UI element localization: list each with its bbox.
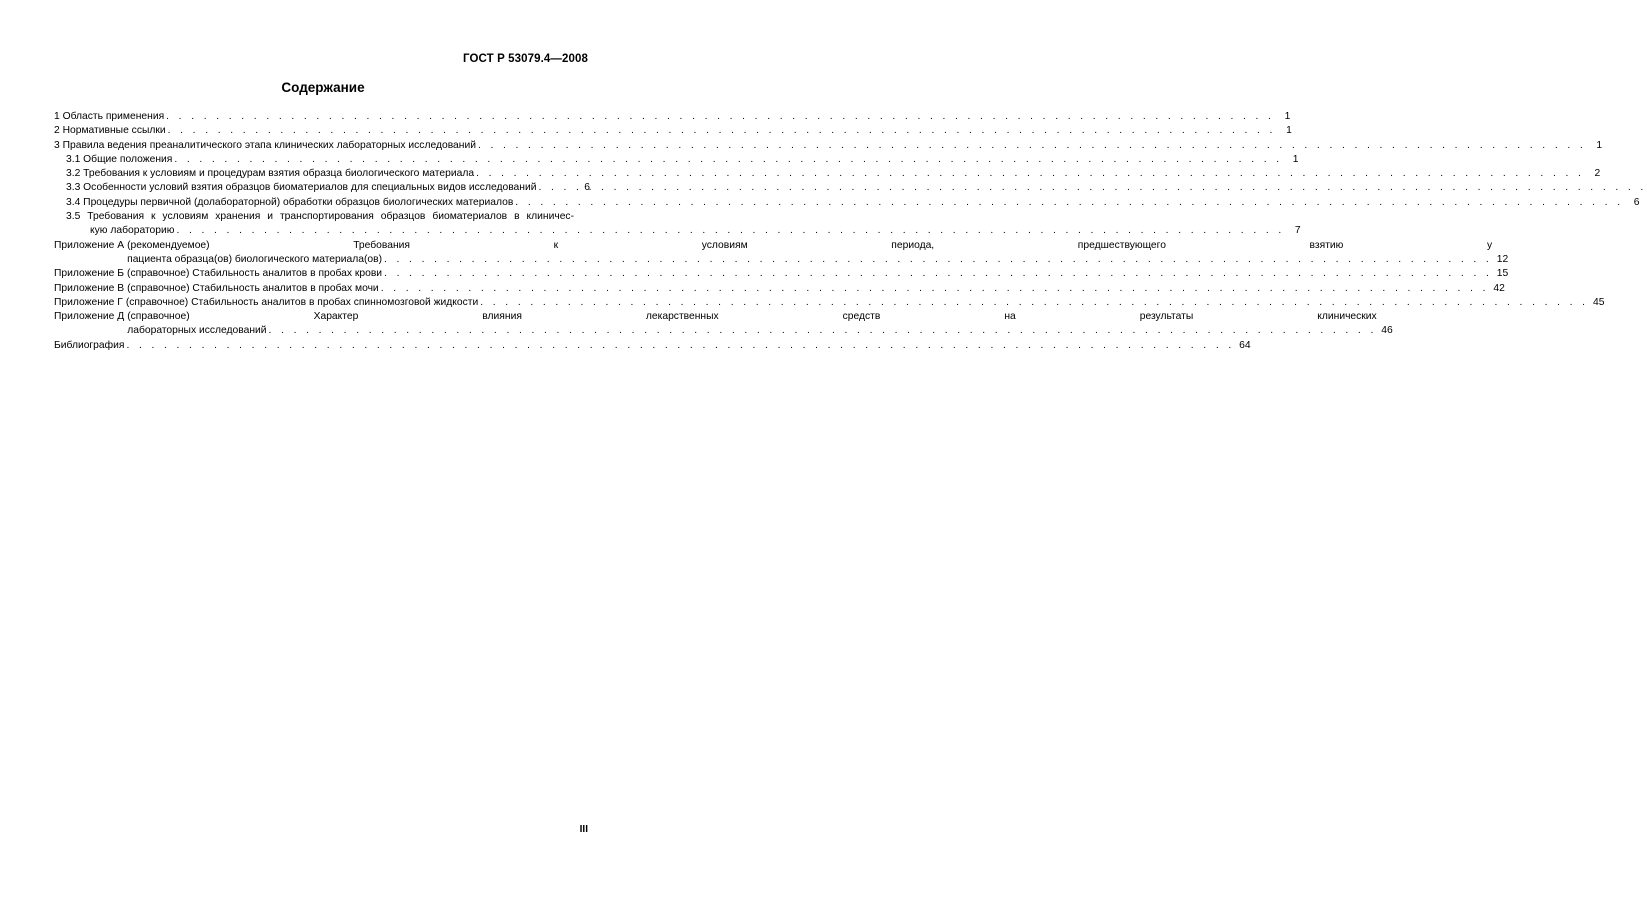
appendix-title: (справочное) Стабильность аналитов в пробах крови: [127, 268, 383, 280]
leader-dots: [384, 253, 1492, 267]
appendix-title-line2: лабораторных исследований: [127, 325, 267, 337]
appendix-a[interactable]: [54, 239, 1509, 268]
toc-entry-2[interactable]: [54, 124, 1292, 138]
leader-dots: [538, 181, 574, 195]
toc-entry-label: 3.2 Требования к условиям и процедурам взятия образца биологического материала: [66, 168, 475, 180]
toc-entry-label: 1 Область применения: [54, 111, 165, 122]
toc-entry-3-3[interactable]: [54, 181, 590, 195]
appendix-title-line2: пациента образца(ов) биологического материала(ов): [127, 253, 383, 265]
toc-entry-label: Библиография: [54, 339, 125, 351]
leader-dots: [476, 167, 1584, 181]
leader-dots: [515, 196, 1623, 210]
toc-entry-page: 6: [1633, 196, 1640, 208]
toc-entry-label: 3.4 Процедуры первичной (долабораторной) обработки образцов биологических материалов: [66, 196, 514, 208]
toc-entry-label-line2: кую лабораторию: [90, 225, 175, 237]
toc-entry-page: 64: [1239, 339, 1251, 351]
toc-entry-page: 7: [1294, 225, 1301, 237]
leader-dots: [269, 324, 1377, 338]
leader-dots: [381, 282, 1489, 296]
appendix-page: 46: [1381, 325, 1393, 337]
toc-title: Содержание: [281, 80, 365, 95]
toc-entry-page: 1: [1286, 125, 1292, 137]
leader-dots: [478, 139, 1586, 153]
appendix-page: 12: [1496, 253, 1509, 265]
toc-entry-3[interactable]: [54, 139, 1603, 153]
appendix-prefix: Приложение Б: [54, 268, 125, 280]
toc-entry-bibliography[interactable]: [54, 339, 1251, 353]
appendix-v[interactable]: [54, 282, 1505, 296]
appendix-b[interactable]: [54, 267, 1509, 281]
leader-dots: [126, 339, 1234, 353]
leader-dots: [174, 153, 1282, 167]
toc-entry-page: 1: [1292, 153, 1299, 165]
leader-dots: [480, 296, 1588, 310]
leader-dots: [384, 267, 1492, 281]
toc-entry-label: 2 Нормативные ссылки: [54, 125, 166, 137]
appendix-page: 45: [1592, 296, 1605, 308]
appendix-prefix: Приложение В: [54, 282, 125, 294]
toc-entry-page: 2: [1594, 168, 1601, 180]
leader-dots: [176, 224, 1284, 238]
toc-entry-page: 1: [1284, 111, 1291, 122]
appendix-prefix: Приложение Д: [54, 311, 125, 323]
appendix-d[interactable]: [54, 310, 1393, 339]
appendix-page: 42: [1493, 282, 1505, 294]
leader-dots: [168, 124, 1276, 138]
toc-entry-page: 6: [584, 182, 590, 194]
appendix-title-line1: (рекомендуемое) Требования к условиям периода, предшествующего взятию у: [127, 239, 1493, 251]
leader-dots: [166, 110, 1274, 124]
appendix-page: 15: [1496, 268, 1509, 280]
appendix-g[interactable]: [54, 296, 1605, 310]
toc-entry-1[interactable]: [54, 110, 1291, 124]
page-number: III: [579, 824, 588, 835]
appendix-title: (справочное) Стабильность аналитов в пробах мочи: [127, 282, 379, 294]
appendix-title: (справочное) Стабильность аналитов в пробах спинномозговой жидкости: [125, 296, 479, 308]
toc-entry-3-1[interactable]: [54, 153, 1299, 167]
toc-entry-label-line1: 3.5 Требования к условиям хранения и транспортирования образцов биоматериалов в клиничес-: [66, 211, 574, 223]
appendix-title-line1: (справочное) Характер влияния лекарственных средств на результаты клинических: [127, 311, 1377, 323]
toc-entry-label: 3.3 Особенности условий взятия образцов биоматериалов для специальных видов исследований: [66, 182, 537, 194]
appendix-prefix: Приложение Г: [54, 296, 123, 308]
appendix-prefix: Приложение А: [54, 239, 125, 251]
document-code: ГОСТ Р 53079.4—2008: [463, 53, 588, 65]
toc-entry-page: 1: [1596, 139, 1603, 151]
toc-entry-label: 3.1 Общие положения: [66, 153, 173, 165]
toc-entry-3-5[interactable]: [54, 210, 1301, 239]
toc-entry-3-2[interactable]: [54, 167, 1601, 181]
toc-entry-label: 3 Правила ведения преаналитического этапа клинических лабораторных исследований: [54, 139, 476, 151]
toc-entry-3-4[interactable]: [54, 196, 1640, 210]
table-of-contents: [54, 110, 1640, 353]
